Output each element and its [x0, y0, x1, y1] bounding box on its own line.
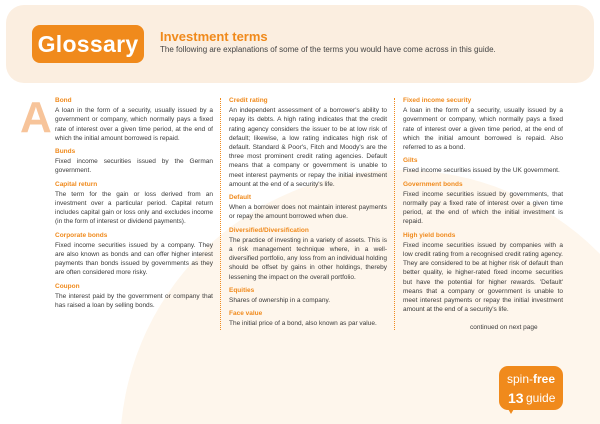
- column-divider: [220, 98, 221, 330]
- term-heading: Corporate bonds: [55, 231, 108, 239]
- term-heading: Face value: [229, 310, 263, 318]
- term-heading: Equities: [229, 286, 255, 294]
- term-heading: Government bonds: [403, 180, 463, 188]
- term-definition: The interest paid by the government or company that has raised a loan by selling bonds.: [55, 292, 213, 310]
- term-definition: The initial price of a bond, also known as par value.: [229, 320, 377, 328]
- spin-free-guide-logo: [499, 366, 563, 410]
- column-divider: [394, 98, 395, 330]
- glossary-column-1: [55, 96, 213, 310]
- term-definition: The term for the gain or loss derived from an investment over a particular period. Capital return includes capital gain or loss only and excludes income (in the form of interest or dividend payments).: [55, 190, 213, 226]
- term-heading: Credit rating: [229, 97, 268, 104]
- logo-free: free: [533, 372, 556, 386]
- term-heading: Coupon: [55, 282, 80, 290]
- logo-brand-text: [507, 372, 555, 386]
- continued-note: continued on next page: [470, 324, 538, 331]
- term-heading: Fixed income security: [403, 97, 472, 104]
- term-definition: Fixed income securities issued by the German government.: [55, 158, 213, 175]
- term-heading: Gilts: [403, 157, 418, 165]
- glossary-column-2: [229, 96, 387, 329]
- term-definition: The practice of investing in a variety of assets. This is a risk management technique where, in a well-diversified portfolio, any loss from an individual holding should be offset by gains in other holdings, thereby lessening the impact on the overall portfolio.: [229, 236, 387, 281]
- term-definition: A loan in the form of a security, usually issued by a government or company, which normally pays a fixed rate of interest over a given time period, at the end of which the initial amount borrowed is repaid. Also referred to as a bond.: [403, 107, 563, 152]
- term-definition: Fixed income securities issued by a company. They are also known as bonds and can offer higher interest payments than bonds issued by governments as they are often considered more risky.: [55, 241, 213, 277]
- term-heading: Bunds: [55, 148, 76, 156]
- page-title: Investment terms: [160, 29, 268, 44]
- term-heading: Diversified/Diversification: [229, 226, 309, 234]
- term-definition: Shares of ownership in a company.: [229, 297, 331, 305]
- logo-guide: guide: [526, 391, 556, 405]
- term-heading: High yield bonds: [403, 231, 456, 239]
- section-letter: A: [20, 93, 52, 142]
- page-number: 13: [508, 390, 524, 406]
- glossary-column-3: [403, 96, 563, 314]
- term-definition: A loan in the form of a security, usually issued by a government or company, which normally pays a fixed rate of interest over a given time period, at the end of which the initial amount borrowed is repaid.: [55, 107, 213, 142]
- glossary-badge: Glossary: [32, 25, 144, 63]
- page-subtitle: The following are explanations of some of the terms you would have come across in this guide.: [160, 45, 496, 54]
- term-definition: Fixed income securities issued by companies with a low credit rating from a recognised credit rating agency. They are considered to be at higher risk of default than better quality, ie higher-rated fixed income securities but have the potential for higher rewards. 'Default' means that a company or government is unable to meet interest payments or repay the initial investment amount at the end of a security's life.: [403, 241, 563, 314]
- term-definition: Fixed income securities issued by the UK government.: [403, 167, 560, 175]
- term-heading: Default: [229, 194, 252, 202]
- term-heading: Capital return: [55, 180, 98, 188]
- logo-spin: spin-: [507, 372, 534, 386]
- term-definition: An independent assessment of a borrower's ability to repay its debts. A high rating indicates that the credit rating agency considers the issuer to be at low risk of default; likewise, a low rating indicates high risk of default. Standard & Poor's, Fitch and Moody's are the three most prominent credit rating agencies. Default means that a company or government is unable to meet interest payments or repay the initial investment amount at the end of a security's life.: [229, 107, 387, 188]
- term-definition: Fixed income securities issued by governments, that normally pay a fixed rate of interest over a given time period, at the end of which the initial investment is repaid.: [403, 190, 563, 226]
- term-heading: Bond: [55, 97, 72, 104]
- term-definition: When a borrower does not maintain interest payments or repay the amount borrowed when due.: [229, 204, 387, 221]
